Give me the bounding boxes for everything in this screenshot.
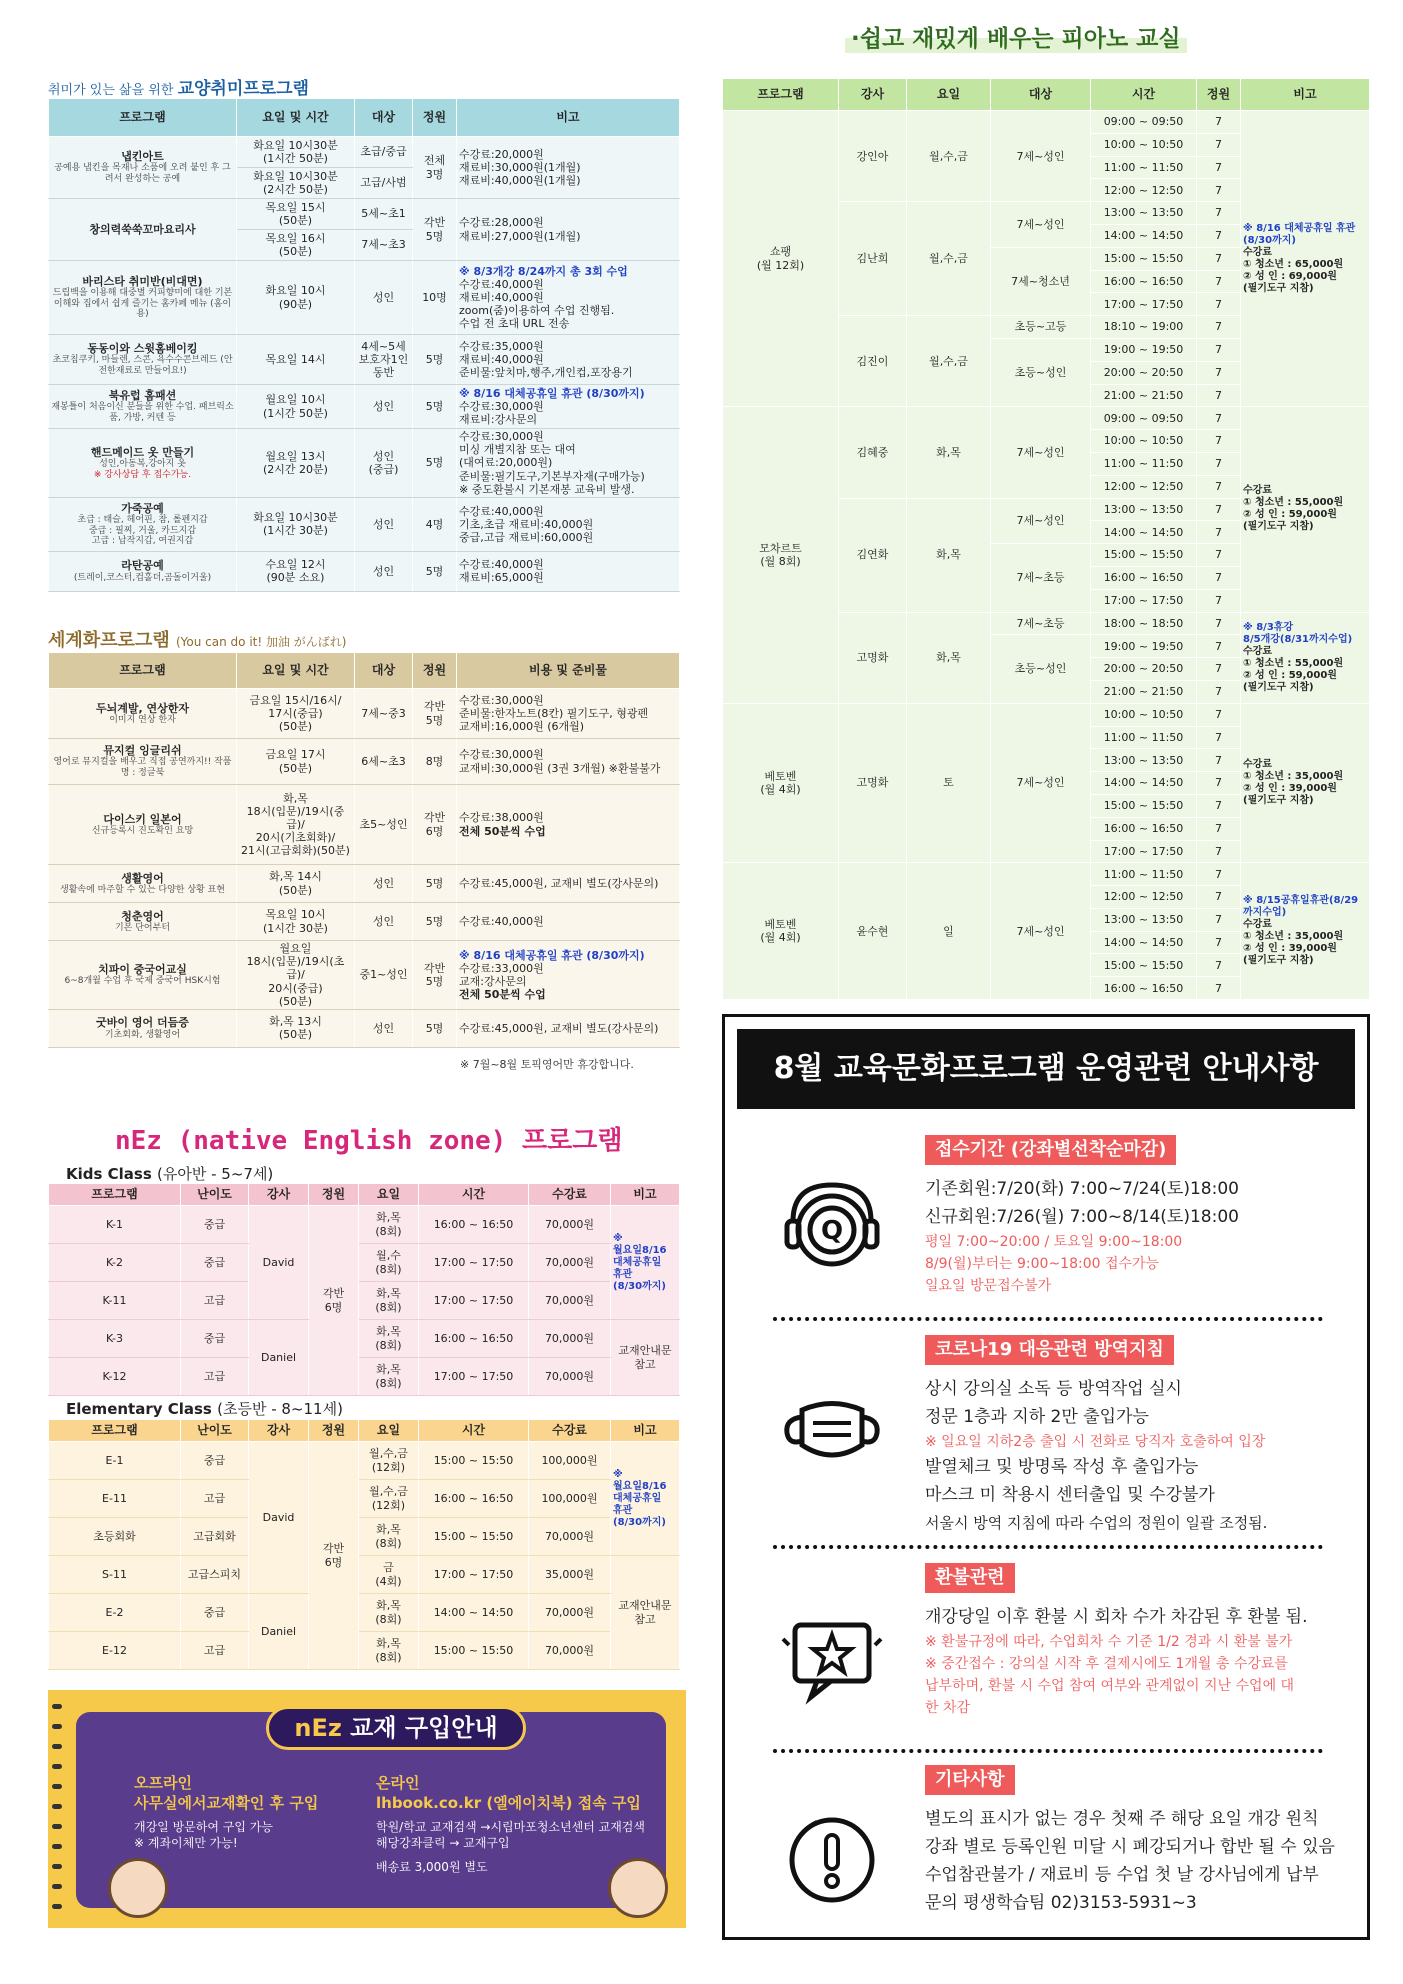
table-row: 초등회화 고급회화 화,목 (8회) 15:00 ~ 15:50 70,000원 (49, 1518, 680, 1556)
table-row: 가죽공예 초급 : 태슬, 헤어핀, 참, 롤펜지갑 중급 : 필찌, 거울, 카드지갑 고급 : 납작지갑, 여권지갑 화요일 10시30분 (1시간 30분) 성인 4명 수강료:40,000원 기초,초급 재료비:40,000원 중급,고급 재료비:60,000원 (49, 497, 680, 551)
col-header: 프로그램 (49, 653, 237, 689)
kids-class-table (48, 1183, 680, 1396)
col-header: 비고 (457, 99, 680, 137)
col-header: 요일 및 시간 (237, 653, 355, 689)
section-label: 기타사항 (925, 1765, 1015, 1795)
piano-section-title: ·쉽고 재밌게 배우는 피아노 교실 (845, 20, 1187, 53)
table-row: 창의력쑥쑥꼬마요리사 목요일 15시 (50분) 5세~초1 각반 5명 수강료:28,000원 재료비:27,000원(1개월) (49, 199, 680, 230)
star-review-icon (777, 1603, 887, 1713)
table-row: 치파이 중국어교실 6~8개월 수업 후 국제 중국어 HSK시험 월요일 18시(입문)/19시(초급)/ 20시(중급) (50분) 중1~성인 각반 5명 ※ 8/16 대체공휴일 휴관 (8/30까지) 수강료:33,000원 교재:강사문의 전체 50분씩 수업 (49, 941, 680, 1010)
col-header: 프로그램 (723, 79, 839, 111)
col-header: 요일 및 시간 (237, 99, 355, 137)
table-row: 20:00 ~ 20:50 7 (723, 658, 1370, 681)
table-row: 21:00 ~ 21:50 7 (723, 384, 1370, 407)
table-row: 14:00 ~ 14:50 7 (723, 521, 1370, 544)
table-row: 청춘영어 기본 단어부터 목요일 10시 (1시간 30분) 성인 5명 수강료:40,000원 (49, 903, 680, 941)
table-row: 12:00 ~ 12:50 7 (723, 475, 1370, 498)
col-header: 정원 (413, 99, 457, 137)
col-header: 요일 (907, 79, 991, 111)
notice-section-misc: 기타사항 별도의 표시가 없는 경우 첫째 주 해당 요일 개강 원칙 강좌 별로 등록인원 미달 시 폐강되거나 합반 될 수 있음 수업참관불가 / 재료비 등 수업 첫 날 강사님에게 납부 문의 평생학습팀 02)3153-5931~3 (737, 1765, 1355, 1935)
hobby-section-title: 취미가 있는 삶을 위한 교양취미프로그램 (48, 79, 309, 99)
col-header: 비고 (1241, 79, 1370, 111)
col-header: 강사 (249, 1184, 309, 1206)
table-row: 13:00 ~ 13:50 7 (723, 749, 1370, 772)
col-header: 수강료 (529, 1420, 611, 1442)
notice-section-registration: 접수기간 (강좌별선착순마감) Q 기존회원:7/20(화) 7:00~7/24(토)18:00 신규회원:7/26(월) 7:00~8/14(토)18:00 평일 7:00~20:00 / 토요일 9:00~18:00 8/9(월)부터는 9:00~18:00 접수가능 일요일 방문접수불가 (737, 1135, 1355, 1345)
notice-section-refund: 환불관련 개강당일 이후 환불 시 회차 수가 차감된 후 환불 됨. ※ 환불규정에 따라, 수업회차 수 기준 1/2 경과 시 환불 불가 ※ 중간접수 : 강의실 시작 후 결제시에도 1개월 총 수강료를 납부하며, 환불 시 수업 참여 여부와 관계없이 지난 수업에 대 한 차감 (737, 1563, 1355, 1753)
table-row: 북유럽 홈패션 재봉틀이 처음이신 분들을 위한 수업. 패브릭소품, 가방, 커텐 등 월요일 10시 (1시간 50분) 성인 5명 ※ 8/16 대체공휴일 휴관 (8/30까지) 수강료:30,000원 재료비:강사문의 (49, 385, 680, 429)
table-row: 10:00 ~ 10:50 7 (723, 133, 1370, 156)
col-header: 요일 (359, 1184, 419, 1206)
svg-text:Q: Q (820, 1216, 844, 1246)
hobby-table (48, 98, 680, 592)
table-row: 모차르트 (월 8회) 김혜중 화,목 7세~성인 09:00 ~ 09:50 7 수강료 ① 청소년 : 55,000원 ② 성 인 : 59,000원 (필기도구 지참) (723, 407, 1370, 430)
world-table (48, 652, 680, 1048)
table-row: 베토벤 (월 4회) 고명화 토 7세~성인 10:00 ~ 10:50 7 수강료 ① 청소년 : 35,000원 ② 성 인 : 39,000원 (필기도구 지참) (723, 703, 1370, 726)
col-header: 대상 (355, 653, 413, 689)
nez-title: nEz (native English zone) 프로그램 (115, 1126, 623, 1156)
offline-purchase-info: 오프라인 사무실에서교재확인 후 구입 개강일 방문하여 구입 가능 ※ 계좌이체만 가능! (134, 1774, 319, 1851)
col-header: 정원 (413, 653, 457, 689)
table-row: K-3 중급 Daniel 화,목 (8회) 16:00 ~ 16:50 70,000원 교재안내문 참고 (49, 1320, 680, 1358)
table-row: 고명화 화,목 7세~초등 18:00 ~ 18:50 7 ※ 8/3휴강 8/5개강(8/31까지수업) 수강료 ① 청소년 : 55,000원 ② 성 인 : 59,000원 (필기도구 지참) (723, 612, 1370, 635)
table-row: 핸드메이드 옷 만들기 성인,아동복,강아지 옷 ※ 강사상담 후 접수가능. 월요일 13시 (2시간 20분) 성인 (중급) 5명 수강료:30,000원 미싱 개별지참 또는 대여 (대여료:20,000원) 준비물:필기도구,기본부자재(구매가능) ※ 중도환불시 기본재봉 교육비 발생. (49, 429, 680, 498)
table-row: 15:00 ~ 15:50 7 (723, 794, 1370, 817)
col-header: 시간 (419, 1420, 529, 1442)
exclamation-icon (777, 1805, 887, 1915)
table-row: 두뇌계발, 연상한자 이미지 연상 한자 금요일 15시/16시/ 17시(중급) (50분) 7세~중3 각반 5명 수강료:30,000원 준비물:한자노트(8칸) 필기도구, 형광펜 교재비:16,000원 (6개월) (49, 689, 680, 739)
col-header: 대상 (355, 99, 413, 137)
face-mask-icon (777, 1375, 887, 1485)
headset-q-icon (777, 1175, 887, 1285)
table-row: 12:00 ~ 12:50 7 (723, 886, 1370, 909)
table-row: 12:00 ~ 12:50 7 (723, 179, 1370, 202)
table-row: 라탄공예 (트레이,코스터,컵홀더,곰돌이거울) 수요일 12시 (90분 소요) 성인 5명 수강료:40,000원 재료비:65,000원 (49, 551, 680, 591)
table-row: 뮤지컬 잉글리쉬 영어로 뮤지컬을 배우고 직접 공연까지!! 작품명 : 정글북 금요일 17시 (50분) 6세~초3 8명 수강료:30,000원 교재비:30,000원 (3권 3개월) ※환불불가 (49, 739, 680, 785)
section-label: 환불관련 (925, 1563, 1015, 1593)
col-header: 프로그램 (49, 99, 237, 137)
table-row: 화요일 10시30분 (2시간 50분) 고급/사범 (49, 168, 680, 199)
table-row: 굿바이 영어 더듬증 기초회화, 생활영어 화,목 13시 (50분) 성인 5명 수강료:45,000원, 교재비 별도(강사문의) (49, 1009, 680, 1047)
table-row: 17:00 ~ 17:50 7 (723, 840, 1370, 863)
table-row: K-12 고급 화,목 (8회) 17:00 ~ 17:50 70,000원 (49, 1358, 680, 1396)
col-header: 프로그램 (49, 1184, 181, 1206)
table-row: 11:00 ~ 11:50 7 (723, 726, 1370, 749)
textbook-banner-title: nEz 교재 구입안내 (266, 1706, 526, 1750)
notice-box (722, 1014, 1370, 1940)
section-label: 코로나19 대응관련 방역지침 (925, 1335, 1174, 1365)
col-header: 요일 (359, 1420, 419, 1442)
col-header: 강사 (249, 1420, 309, 1442)
table-row: 15:00 ~ 15:50 7 (723, 954, 1370, 977)
table-row: E-1 중급 David 각반 6명 월,수,금 (12회) 15:00 ~ 15:50 100,000원 ※ 월요일8/16 대체공휴일 휴관 (8/30까지) (49, 1442, 680, 1480)
table-row: 베토벤 (월 4회) 윤수현 일 7세~성인 11:00 ~ 11:50 7 ※ 8/15공휴일휴관(8/29까지수업) 수강료 ① 청소년 : 35,000원 ② 성 인 : 39,000원 (필기도구 지참) (723, 863, 1370, 886)
table-row: 김진이 월,수,금 초등~고등 18:10 ~ 19:00 7 (723, 316, 1370, 339)
table-row: K-11 고급 화,목 (8회) 17:00 ~ 17:50 70,000원 (49, 1282, 680, 1320)
section-label: 접수기간 (강좌별선착순마감) (925, 1135, 1176, 1165)
table-row: 16:00 ~ 16:50 7 (723, 817, 1370, 840)
col-header: 시간 (1091, 79, 1197, 111)
kids-class-title: Kids Class (유아반 - 5~7세) (66, 1165, 274, 1183)
table-row: 7세~초등 15:00 ~ 15:50 7 (723, 544, 1370, 567)
world-section-title: 세계화프로그램 (You can do it! 加油 がんばれ) (48, 630, 347, 651)
col-header: 정원 (1197, 79, 1241, 111)
table-row: 20:00 ~ 20:50 7 (723, 361, 1370, 384)
col-header: 비고 (611, 1184, 680, 1206)
table-row: 김연화 화,목 7세~성인 13:00 ~ 13:50 7 (723, 498, 1370, 521)
col-header: 대상 (991, 79, 1091, 111)
table-row: 7세~청소년 15:00 ~ 15:50 7 (723, 247, 1370, 270)
table-row: K-1 중급 David 각반 6명 화,목 (8회) 16:00 ~ 16:50 70,000원 ※ 월요일8/16 대체공휴일 휴관 (8/30까지) (49, 1206, 680, 1244)
table-row: 11:00 ~ 11:50 7 (723, 452, 1370, 475)
table-row: 다이스키 일본어 신규등록시 진도확인 요망 화,목 18시(입문)/19시(중급)/ 20시(기초회화)/ 21시(고급회화)(50분) 초5~성인 각반 6명 수강료:38,000원 전체 50분씩 수업 (49, 785, 680, 865)
table-row: 21:00 ~ 21:50 7 (723, 680, 1370, 703)
table-row: 16:00 ~ 16:50 7 (723, 270, 1370, 293)
table-row: K-2 중급 월,수 (8회) 17:00 ~ 17:50 70,000원 (49, 1244, 680, 1282)
table-row: 초등~성인 19:00 ~ 19:50 7 (723, 635, 1370, 658)
table-row: 14:00 ~ 14:50 7 (723, 772, 1370, 795)
col-header: 강사 (839, 79, 907, 111)
table-row: 바리스타 취미반(비대면) 드립백을 이용해 대중별 커피향미에 대한 기본이해와 집에서 쉽게 즐기는 홈카페 메뉴 (홈이용) 화요일 10시 (90분) 성인 10명 ※ 8/3개강 8/24까지 총 3회 수업 수강료:40,000원 재료비:40,000원 zoom(줌)이용하여 수업 진행됨. 수업 전 초대 URL 전송 (49, 261, 680, 335)
table-row: 냅킨아트 공예용 냅킨을 목재나 소품에 오려 붙인 후 그려서 완성하는 공예 화요일 10시30분 (1시간 50분) 초급/중급 전체 3명 수강료:20,000원 재료비:30,000원(1개월) 재료비:40,000원(1개월) (49, 137, 680, 168)
elementary-class-table (48, 1419, 680, 1670)
col-header: 시간 (419, 1184, 529, 1206)
col-header: 정원 (309, 1184, 359, 1206)
student-illustration (608, 1858, 668, 1918)
col-header: 수강료 (529, 1184, 611, 1206)
table-row: 17:00 ~ 17:50 7 (723, 293, 1370, 316)
table-row: 16:00 ~ 16:50 7 (723, 566, 1370, 589)
world-footnote: ※ 7월~8월 토픽영어만 휴강합니다. (460, 1058, 634, 1071)
online-purchase-info: 온라인 lhbook.co.kr (엘에이치북) 접속 구입 학원/학교 교재검색 →시립마포청소년센터 교재검색 해당강좌클릭 → 교재구입 배송료 3,000원 별도 (376, 1774, 645, 1875)
table-row: E-12 고급 화,목 (8회) 15:00 ~ 15:50 70,000원 (49, 1632, 680, 1670)
elementary-class-title: Elementary Class (초등반 - 8~11세) (66, 1400, 343, 1418)
table-row: 생활영어 생활속에 마주할 수 있는 다양한 상황 표현 화,목 14시 (50분) 성인 5명 수강료:45,000원, 교재비 별도(강사문의) (49, 865, 680, 903)
col-header: 정원 (309, 1420, 359, 1442)
textbook-banner (48, 1690, 686, 1928)
notice-section-covid: 코로나19 대응관련 방역지침 상시 강의실 소독 등 방역작업 실시 정문 1층과 지하 2만 출입가능 ※ 일요일 지하2층 출입 시 전화로 당직자 호출하여 입장 발열체크 및 방명록 작성 후 출입가능 마스크 미 착용시 센터출입 및 수강불가 서울시 방역 지침에 따라 수업의 정원이 일괄 조정됨. (737, 1335, 1355, 1545)
table-row: 16:00 ~ 16:50 7 (723, 977, 1370, 1000)
table-row: E-2 중급 Daniel 화,목 (8회) 14:00 ~ 14:50 70,000원 (49, 1594, 680, 1632)
table-row: 11:00 ~ 11:50 7 (723, 156, 1370, 179)
table-row: 10:00 ~ 10:50 7 (723, 430, 1370, 453)
table-row: 17:00 ~ 17:50 7 (723, 589, 1370, 612)
table-row: 목요일 16시 (50분) 7세~초3 (49, 230, 680, 261)
col-header: 난이도 (181, 1184, 249, 1206)
col-header: 비용 및 준비물 (457, 653, 680, 689)
col-header: 난이도 (181, 1420, 249, 1442)
table-row: 14:00 ~ 14:50 7 (723, 931, 1370, 954)
notice-title: 8월 교육문화프로그램 운영관련 안내사항 (737, 1029, 1355, 1109)
table-row: E-11 고급 월,수,금 (12회) 16:00 ~ 16:50 100,000원 (49, 1480, 680, 1518)
table-row: 14:00 ~ 14:50 7 (723, 224, 1370, 247)
student-illustration (108, 1858, 168, 1918)
piano-table (722, 78, 1370, 1000)
col-header: 비고 (611, 1420, 680, 1442)
table-row: 동동이와 스윗홈베이킹 초코칩쿠키, 마들렌, 스콘, 욕수수콘브레드 (안전한재료로 만들어요!) 목요일 14시 4세~5세 보호자1인 동반 5명 수강료:35,000원 재료비:40,000원 준비물:앞치마,행주,개인컵,포장용기 (49, 335, 680, 385)
table-row: 쇼팽 (월 12회) 강인아 월,수,금 7세~성인 09:00 ~ 09:50 7 ※ 8/16 대체공휴일 휴관 (8/30까지) 수강료 ① 청소년 : 65,000원 ② 성 인 : 69,000원 (필기도구 지참) (723, 111, 1370, 134)
table-row: 김난희 월,수,금 7세~성인 13:00 ~ 13:50 7 (723, 202, 1370, 225)
table-row: 초등~성인 19:00 ~ 19:50 7 (723, 338, 1370, 361)
table-row: S-11 고급스피치 금 (4회) 17:00 ~ 17:50 35,000원 교재안내문 참고 (49, 1556, 680, 1594)
table-row: 13:00 ~ 13:50 7 (723, 908, 1370, 931)
col-header: 프로그램 (49, 1420, 181, 1442)
